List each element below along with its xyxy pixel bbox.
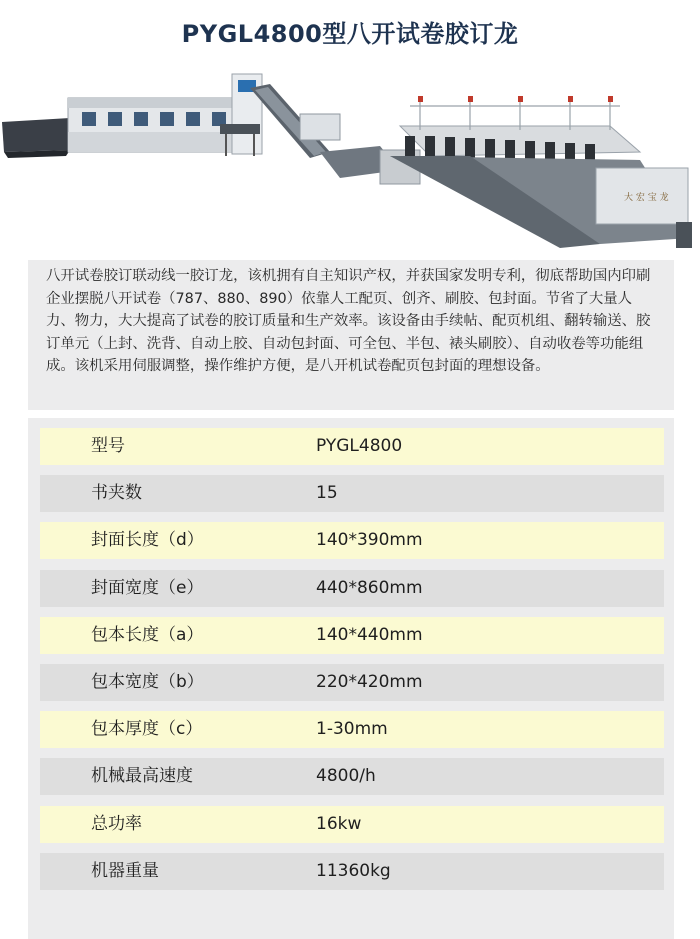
spec-label: 包本厚度（c） xyxy=(91,719,203,740)
spec-value: 220*420mm xyxy=(316,672,423,692)
spec-value: 440*860mm xyxy=(316,577,423,598)
spec-row xyxy=(40,806,664,843)
spec-table xyxy=(28,418,674,939)
spec-row xyxy=(40,617,664,654)
description: 八开试卷胶订联动线一胶订龙，该机拥有自主知识产权，并获国家发明专利，彻底帮助国内印刷企业摆脱八开试卷（787、880、890）依靠人工配页、创齐、刷胶、包封面。节省了大量人力、物力，大大提高了试卷的胶订质量和生产效率。该设备由手续帖、配页机组、翻转输送、胶订单元（上封、洗背、自动上胶、自动包封面、可全包、半包、裱头刷胶）、自动收卷等功能组成。该机采用伺服调整，操作维护方便，是八开机试卷配页包封面的理想设备。 xyxy=(28,260,674,410)
spec-row xyxy=(40,853,664,890)
spec-row xyxy=(40,475,664,512)
badge-text: 大 宏 宝 龙 xyxy=(624,193,669,203)
spec-row xyxy=(40,428,664,465)
spec-label: 封面长度（d） xyxy=(91,530,204,551)
spec-label: 包本宽度（b） xyxy=(91,672,204,692)
spec-row xyxy=(40,570,664,607)
spec-label: 书夹数 xyxy=(91,483,142,504)
page-title: PYGL4800型八开试卷胶订龙 xyxy=(181,20,519,48)
machine-photo xyxy=(0,60,700,260)
spec-label: 型号 xyxy=(91,436,125,456)
spec-value: 4800/h xyxy=(316,766,376,787)
binding-unit xyxy=(400,126,640,156)
spec-value: 140*440mm xyxy=(316,624,423,645)
spec-value: 15 xyxy=(316,483,338,504)
spec-row xyxy=(40,711,664,748)
spec-value: 140*390mm xyxy=(316,530,423,551)
spec-label: 机器重量 xyxy=(91,860,159,881)
spec-row xyxy=(40,522,664,559)
spec-value: PYGL4800 xyxy=(316,436,403,456)
spec-label: 封面宽度（e） xyxy=(91,577,204,598)
spec-row xyxy=(40,664,664,701)
spec-value: 1-30mm xyxy=(316,719,388,740)
spec-label: 机械最高速度 xyxy=(91,766,193,787)
spec-value: 16kw xyxy=(316,813,362,834)
spec-label: 总功率 xyxy=(91,813,142,834)
spec-row xyxy=(40,758,664,795)
conveyor-left xyxy=(2,118,70,152)
spec-label: 包本长度（a） xyxy=(91,624,204,645)
spec-value: 11360kg xyxy=(316,860,391,881)
